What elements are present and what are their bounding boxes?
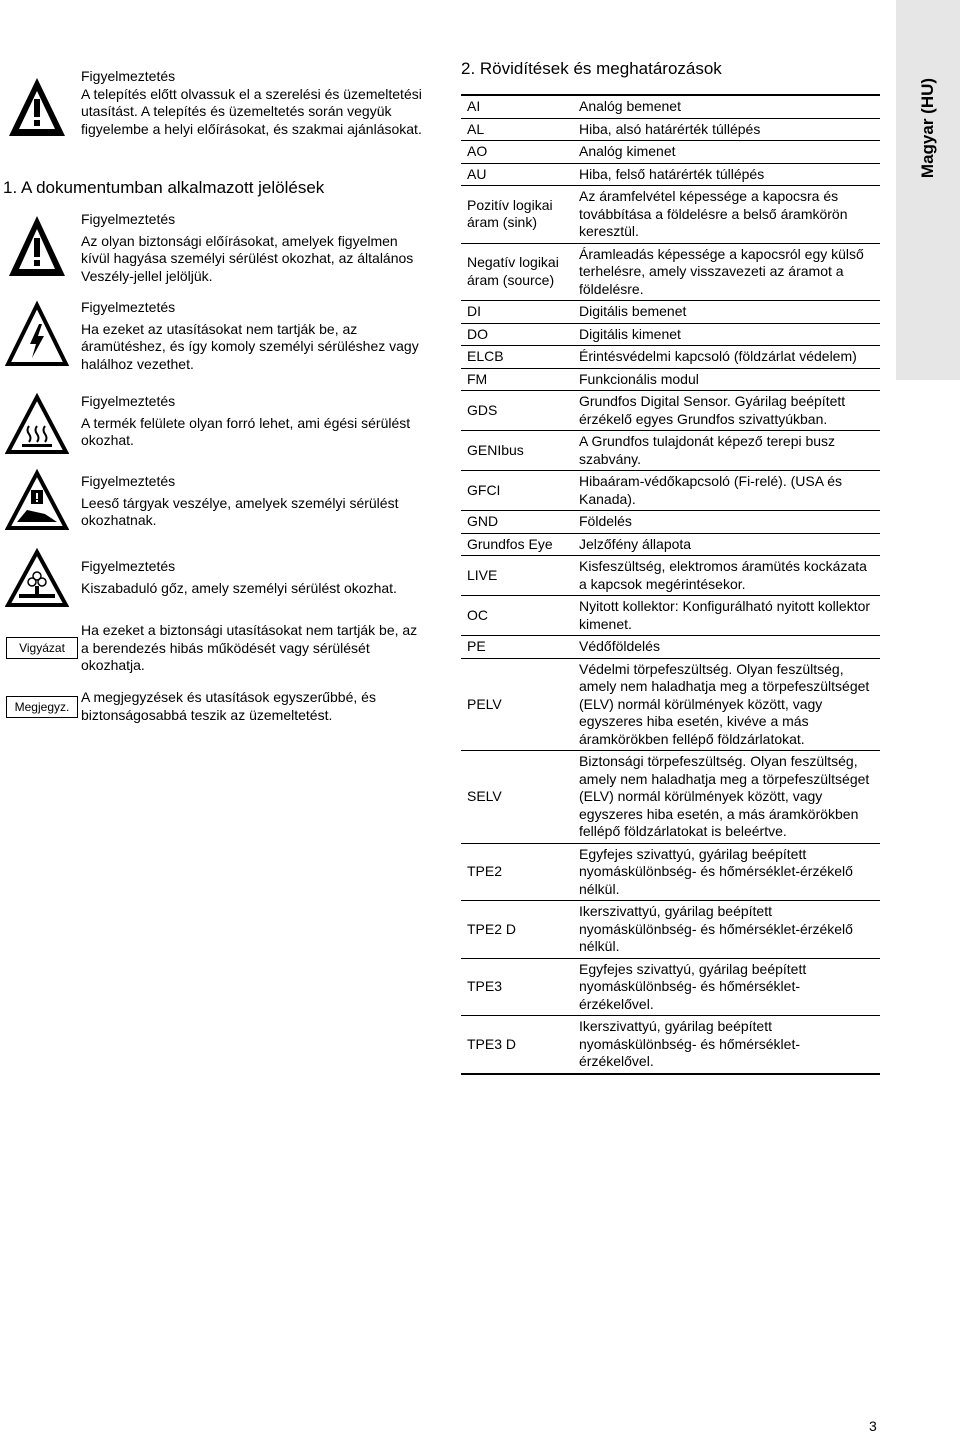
abbreviation-cell: SELV: [461, 751, 569, 844]
section-heading: 1. A dokumentumban alkalmazott jelölések: [3, 178, 325, 197]
definition-cell: Védelmi törpefeszültség. Olyan feszültség, amely nem haladhatja meg a törpefeszültséget (ELV) normál körülmények között, vagy egyszeres hiba esetén, kivéve a más áramkörökben fellépő földzárlatokat.: [569, 658, 880, 751]
definition-cell: Az áramfelvétel képessége a kapocsra és továbbítása a földelésre a belső áramkörön keresztül.: [569, 186, 880, 244]
table-row: [461, 391, 880, 431]
definition-cell: Ikerszivattyú, gyárilag beépített nyomáskülönbség- és hőmérséklet-érzékelővel.: [579, 1018, 800, 1069]
abbreviation-cell: AO: [461, 141, 569, 164]
abbreviation-cell: TPE2: [461, 843, 569, 901]
table-row: [461, 901, 880, 959]
table-row: [461, 163, 880, 186]
warning-block: [81, 393, 426, 450]
note-label: Megjegyz.: [6, 696, 78, 718]
hot-surface-icon: [5, 392, 69, 458]
table-row: [461, 346, 880, 369]
abbreviations-table: [461, 94, 880, 1075]
warning-text: Az olyan biztonsági előírásokat, amelyek figyelmen kívül hagyása személyi sérülést okozhat, az általános Veszély-jellel jelöljük.: [81, 232, 414, 284]
abbreviation-cell: OC: [461, 596, 569, 636]
warning-label: Figyelmeztetés: [81, 299, 176, 315]
abbreviation-cell: DO: [461, 323, 569, 346]
table-row: [461, 141, 880, 164]
table-row: [461, 243, 880, 301]
table-row: [461, 556, 880, 596]
abbreviation-cell: Pozitív logikai áram (sink): [461, 186, 569, 244]
page-number: 3: [869, 1418, 877, 1434]
warning-block: [81, 558, 426, 597]
abbreviation-cell: FM: [461, 368, 569, 391]
abbreviation-cell: TPE3: [461, 958, 569, 1016]
abbreviation-cell: GND: [461, 511, 569, 534]
warning-text: A telepítés előtt olvassuk el a szerelési és üzemeltetési utasítást. A telepítés és üzemeltetés során vegyük figyelembe a helyi előírásokat, és szakmai ajánlásokat.: [81, 85, 422, 137]
language-tab-label: Magyar (HU): [918, 77, 937, 179]
warning-block: [81, 473, 426, 530]
warning-text: Ha ezeket az utasításokat nem tartják be, az áramütéshez, és így komoly személyi sérüléshez vagy halálhoz vezethet.: [81, 320, 419, 372]
definition-cell: Hiba, felső határérték túllépés: [569, 163, 880, 186]
definition-cell: Áramleadás képessége a kapocsról egy külső terhelésre, amely visszavezeti az áramot a földelésre.: [569, 243, 880, 301]
table-row: [461, 186, 880, 244]
warning-block: [81, 211, 426, 285]
abbreviation-cell: PELV: [461, 658, 569, 751]
definition-cell: Digitális kimenet: [569, 323, 880, 346]
abbreviation-cell: LIVE: [461, 556, 569, 596]
intro-warning: [81, 68, 426, 138]
table-row: [461, 658, 880, 751]
abbreviation-cell: Grundfos Eye: [461, 533, 569, 556]
definition-cell: Analóg bemenet: [569, 95, 880, 118]
warning-text: Leeső tárgyak veszélye, amelyek személyi sérülést okozhatnak.: [81, 494, 399, 528]
table-row: [461, 533, 880, 556]
table-row: [461, 301, 880, 324]
falling-objects-icon: [5, 468, 69, 534]
table-row: [461, 323, 880, 346]
note-text: A megjegyzések és utasítások egyszerűbbé, és biztonságosabbá teszik az üzemeltetést.: [81, 689, 376, 723]
definition-cell: Földelés: [569, 511, 880, 534]
definition-cell: Kisfeszültség, elektromos áramütés kockázata a kapcsok megérintésekor.: [569, 556, 880, 596]
warning-label: Figyelmeztetés: [81, 473, 176, 489]
table-row: [461, 471, 880, 511]
definition-cell: Funkcionális modul: [569, 368, 880, 391]
general-danger-icon: [5, 210, 69, 285]
electric-shock-icon: [5, 300, 69, 370]
definition-cell: Egyfejes szivattyú, gyárilag beépített nyomáskülönbség- és hőmérséklet-érzékelő nélkül.: [569, 843, 880, 901]
table-row: [461, 843, 880, 901]
table-row: [461, 368, 880, 391]
warning-label: Figyelmeztetés: [81, 558, 176, 574]
warning-label: Figyelmeztetés: [81, 211, 176, 227]
caution-label: Vigyázat: [6, 637, 78, 659]
definition-cell: Grundfos Digital Sensor. Gyárilag beépített érzékelő egyes Grundfos szivattyúkban.: [569, 391, 880, 431]
table-row: [461, 958, 880, 1016]
definition-cell: Biztonsági törpefeszültség. Olyan feszültség, amely nem haladhatja meg a törpefeszültséget (ELV) normál körülmények között, vagy egyszeres hiba esetén, a más áramkörökben fellépő földzárlatokat is beleértve.: [569, 751, 880, 844]
abbreviation-cell: TPE3 D: [467, 1035, 517, 1052]
abbreviation-cell: AI: [461, 95, 569, 118]
table-row: [461, 95, 880, 118]
definition-cell: A Grundfos tulajdonát képező terepi busz szabvány.: [569, 431, 880, 471]
definition-cell: Hibaáram-védőkapcsoló (Fi-relé). (USA és Kanada).: [569, 471, 880, 511]
definition-cell: Hiba, alsó határérték túllépés: [569, 118, 880, 141]
warning-block: [81, 299, 426, 373]
steam-hazard-icon: [5, 548, 69, 610]
table-row: [461, 118, 880, 141]
abbreviation-cell: GFCI: [461, 471, 569, 511]
definition-cell: Érintésvédelmi kapcsoló (földzárlat védelem): [569, 346, 880, 369]
definition-cell: Jelzőfény állapota: [569, 533, 880, 556]
warning-label: Figyelmeztetés: [81, 68, 176, 84]
table-row: [461, 511, 880, 534]
definition-cell: Digitális bemenet: [569, 301, 880, 324]
language-side-tab: [896, 0, 960, 380]
abbreviation-cell: PE: [461, 636, 569, 659]
caution-text: Ha ezeket a biztonsági utasításokat nem tartják be, az a berendezés hibás működését vagy sérülését okozhatja.: [81, 622, 418, 673]
abbreviation-cell: TPE2 D: [461, 901, 569, 959]
definition-cell: Ikerszivattyú, gyárilag beépített nyomáskülönbség- és hőmérséklet-érzékelő nélkül.: [569, 901, 880, 959]
abbreviation-cell: GENIbus: [461, 431, 569, 471]
caution-block: [81, 622, 426, 675]
table-row: [461, 596, 880, 636]
table-row: [461, 431, 880, 471]
table-row: [461, 751, 880, 844]
definition-cell: Védőföldelés: [569, 636, 880, 659]
general-danger-icon: [5, 72, 69, 142]
definition-cell: Analóg kimenet: [569, 141, 880, 164]
abbreviation-cell: Negatív logikai áram (source): [461, 243, 569, 301]
warning-label: Figyelmeztetés: [81, 393, 176, 409]
warning-text: A termék felülete olyan forró lehet, ami égési sérülést okozhat.: [81, 414, 411, 448]
abbreviation-cell: AU: [461, 163, 569, 186]
table-row: [461, 636, 880, 659]
abbreviation-cell: ELCB: [461, 346, 569, 369]
section-heading: 2. Rövidítések és meghatározások: [461, 59, 722, 78]
warning-text: Kiszabaduló gőz, amely személyi sérülést okozhat.: [81, 579, 397, 596]
definition-cell: Nyitott kollektor: Konfigurálható nyitott kollektor kimenet.: [569, 596, 880, 636]
abbreviation-cell: AL: [461, 118, 569, 141]
abbreviation-cell: DI: [461, 301, 569, 324]
table-row: [461, 1016, 880, 1074]
definition-cell: Egyfejes szivattyú, gyárilag beépített nyomáskülönbség- és hőmérséklet-érzékelővel.: [569, 958, 880, 1016]
note-block: [81, 689, 426, 724]
abbreviation-cell: GDS: [461, 391, 569, 431]
